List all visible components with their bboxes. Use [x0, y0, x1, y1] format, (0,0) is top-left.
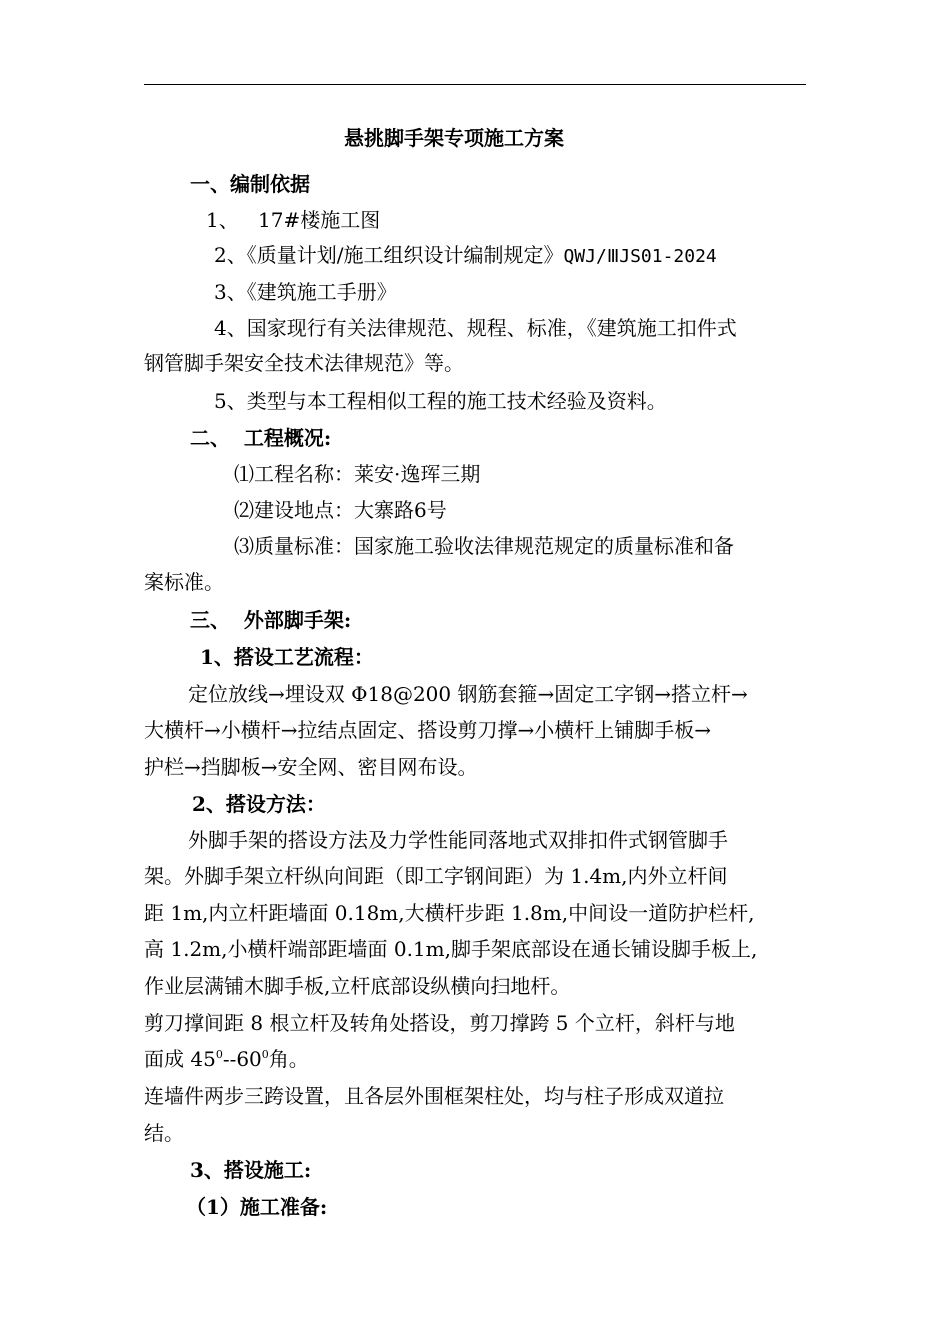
angle-text-a: 面成 45	[144, 1047, 216, 1071]
degree-sup-2: 0	[261, 1048, 269, 1061]
section-3-heading: 三、 外部脚手架:	[190, 608, 352, 632]
header-rule	[144, 84, 806, 85]
preparation-heading: （1）施工准备:	[186, 1195, 328, 1219]
method-line-1: 外脚手架的搭设方法及力学性能同落地式双排扣件式钢管脚手	[188, 828, 728, 852]
basis-item-2-code: QWJ/ⅢJS01-2024	[563, 246, 717, 267]
basis-item-4-line-1: 4、国家现行有关法律规范、规程、标准，《建筑施工扣件式	[214, 316, 737, 340]
wall-tie-line-2: 结。	[144, 1121, 184, 1145]
wall-tie-line-1: 连墙件两步三跨设置，且各层外围框架柱处，均与柱子形成双道拉	[144, 1084, 724, 1108]
basis-item-4-line-2: 钢管脚手架安全技术法律规范》等。	[144, 351, 464, 375]
process-flow-line-3: 护栏→挡脚板→安全网、密目网布设。	[144, 755, 478, 779]
project-name: ⑴工程名称：莱安·逸珲三期	[234, 462, 481, 486]
process-flow-heading: 1、搭设工艺流程：	[200, 645, 374, 669]
scissor-brace-line-2	[144, 1047, 309, 1071]
document-title: 悬挑脚手架专项施工方案	[344, 126, 564, 150]
method-line-4: 高 1.2m,小横杆端部距墙面 0.1m,脚手架底部设在通长铺设脚手板上,	[144, 937, 758, 961]
quality-standard-line-2: 案标准。	[144, 570, 224, 594]
angle-text-c: 角。	[268, 1047, 309, 1071]
process-flow-line-1: 定位放线→埋设双 Φ18@200 钢筋套箍→固定工字钢→搭立杆→	[188, 682, 748, 706]
quality-standard-line-1: ⑶质量标准：国家施工验收法律规范规定的质量标准和备	[234, 534, 734, 558]
basis-item-2	[214, 243, 717, 269]
method-line-2: 架。外脚手架立杆纵向间距（即工字钢间距）为 1.4m,内外立杆间	[144, 864, 728, 888]
basis-item-1-number: 1、	[206, 208, 239, 232]
erection-heading: 3、搭设施工:	[190, 1158, 312, 1182]
process-flow-line-2: 大横杆→小横杆→拉结点固定、搭设剪刀撑→小横杆上铺脚手板→	[144, 718, 712, 742]
method-heading: 2、搭设方法：	[192, 792, 326, 816]
angle-text-b: --60	[222, 1047, 262, 1071]
basis-item-3: 3、《建筑施工手册》	[214, 280, 397, 304]
section-2-heading: 二、 工程概况:	[190, 426, 332, 450]
degree-sup-1: 0	[215, 1048, 223, 1061]
basis-item-5: 5、类型与本工程相似工程的施工技术经验及资料。	[214, 389, 667, 413]
basis-item-2-text: 2、《质量计划/施工组织设计编制规定》	[214, 243, 564, 267]
basis-item-1: 17#楼施工图	[258, 208, 381, 232]
scissor-brace-line-1: 剪刀撑间距 8 根立杆及转角处搭设，剪刀撑跨 5 个立杆，斜杆与地	[144, 1011, 735, 1035]
method-line-3: 距 1m,内立杆距墙面 0.18m,大横杆步距 1.8m,中间设一道防护栏杆,	[144, 901, 755, 925]
project-location: ⑵建设地点：大寨路6号	[234, 498, 447, 522]
method-line-5: 作业层满铺木脚手板,立杆底部设纵横向扫地杆。	[144, 974, 571, 998]
section-1-heading: 一、编制依据	[190, 172, 310, 196]
